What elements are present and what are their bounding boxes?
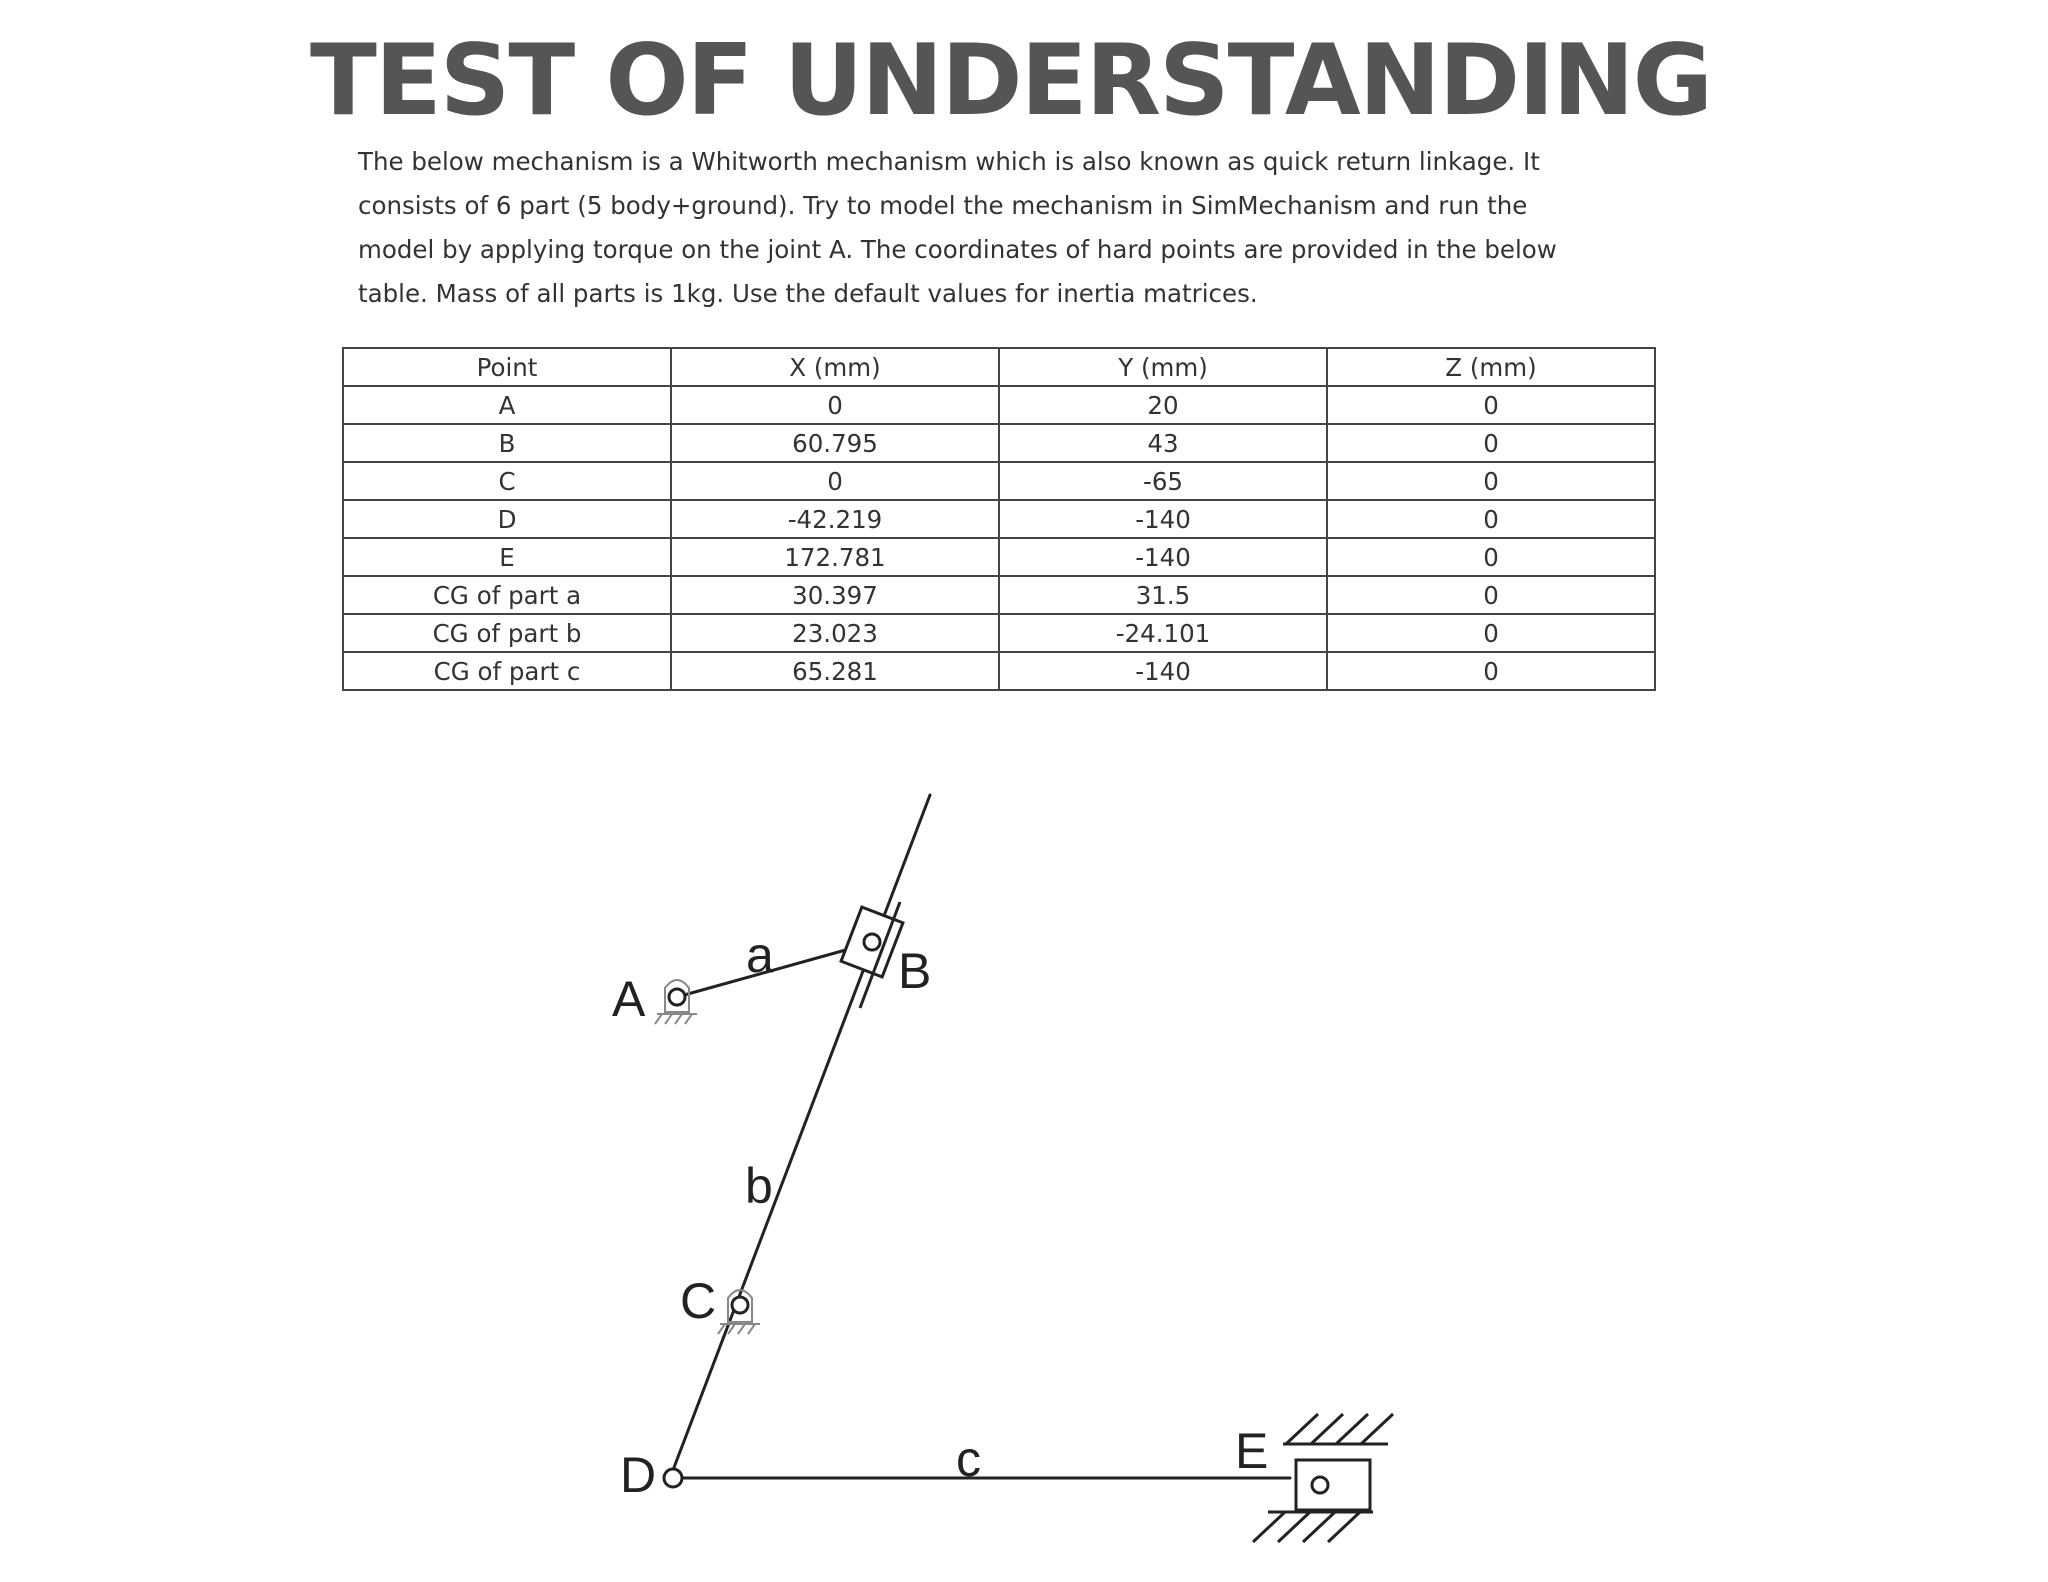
column-header-point: Point [343,348,671,386]
label-link-b: b [745,1158,773,1214]
label-point-a: A [612,971,646,1027]
table-cell: 30.397 [671,576,999,614]
intro-line: The below mechanism is a Whitworth mechanism which is also known as quick return linkage. It [358,147,1540,176]
label-point-d: D [620,1447,657,1503]
joint-c [732,1297,748,1313]
label-point-e: E [1235,1423,1269,1479]
table-cell: 23.023 [671,614,999,652]
column-header-x: X (mm) [671,348,999,386]
label-point-b: B [898,943,932,999]
table-cell: 172.781 [671,538,999,576]
table-cell: 0 [1327,386,1655,424]
label-link-c: c [956,1431,981,1487]
table-cell: 0 [1327,652,1655,690]
label-point-c: C [680,1273,717,1329]
table-cell: 43 [999,424,1327,462]
table-cell: 0 [1327,500,1655,538]
joint-d [664,1469,682,1487]
table-cell: 0 [1327,538,1655,576]
table-cell: 20 [999,386,1327,424]
table-cell: CG of part c [343,652,671,690]
table-cell: E [343,538,671,576]
intro-line: consists of 6 part (5 body+ground). Try to model the mechanism in SimMechanism and run the [358,191,1528,220]
joint-b [864,934,880,950]
table-cell: 60.795 [671,424,999,462]
table-cell: -65 [999,462,1327,500]
table-cell: -42.219 [671,500,999,538]
label-link-a: a [746,927,774,983]
table-cell: 0 [671,386,999,424]
joint-a [669,989,685,1005]
page-title: TEST OF UNDERSTANDING [310,24,1712,138]
table-cell: D [343,500,671,538]
table-cell: C [343,462,671,500]
joint-e [1312,1477,1328,1493]
table-cell: -140 [999,538,1327,576]
table-cell: B [343,424,671,462]
table-cell: 0 [1327,576,1655,614]
table-cell: A [343,386,671,424]
column-header-z: Z (mm) [1327,348,1655,386]
table-cell: CG of part a [343,576,671,614]
table-cell: CG of part b [343,614,671,652]
table-cell: 31.5 [999,576,1327,614]
table-cell: -140 [999,500,1327,538]
table-cell: -24.101 [999,614,1327,652]
slider-block-e [1296,1460,1370,1510]
intro-line: table. Mass of all parts is 1kg. Use the default values for inertia matrices. [358,279,1258,308]
table-cell: 65.281 [671,652,999,690]
table-cell: 0 [1327,462,1655,500]
table-cell: 0 [671,462,999,500]
link-b [670,795,930,1478]
table-cell: -140 [999,652,1327,690]
table-cell: 0 [1327,614,1655,652]
table-cell: 0 [1327,424,1655,462]
column-header-y: Y (mm) [999,348,1327,386]
intro-line: model by applying torque on the joint A. The coordinates of hard points are provided in the below [358,235,1557,264]
